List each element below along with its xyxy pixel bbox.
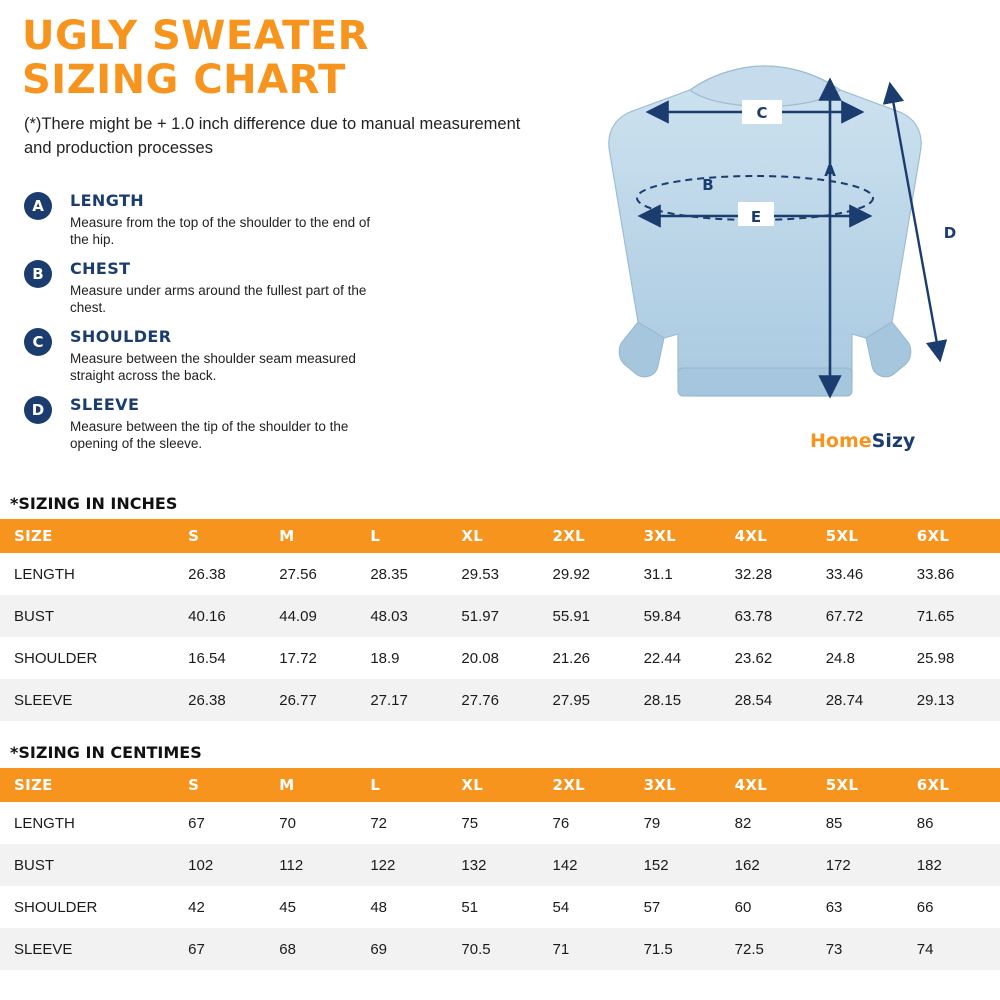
row-label-sleeve: SLEEVE bbox=[14, 691, 73, 709]
cell: 33.46 bbox=[825, 565, 864, 583]
row-label-shoulder: SHOULDER bbox=[14, 898, 98, 916]
table-row bbox=[0, 802, 1000, 844]
badge-c-icon: C bbox=[24, 328, 52, 356]
row-label-sleeve: SLEEVE bbox=[14, 940, 73, 958]
col-header-5xl: 5XL bbox=[818, 768, 909, 802]
cell: 82 bbox=[734, 814, 752, 832]
cell: 70 bbox=[279, 814, 296, 832]
sweater-diagram-svg bbox=[540, 50, 990, 470]
cell: 33.86 bbox=[916, 565, 955, 583]
table-row bbox=[0, 679, 1000, 721]
legend-item-sleeve bbox=[24, 394, 384, 452]
cell: 27.76 bbox=[461, 691, 499, 709]
row-label-bust: BUST bbox=[14, 856, 55, 874]
centimetres-table bbox=[0, 768, 1000, 970]
measurement-legend bbox=[24, 190, 384, 462]
table-row bbox=[0, 844, 1000, 886]
cell: 102 bbox=[188, 856, 214, 874]
cell: 45 bbox=[279, 898, 296, 916]
cell: 112 bbox=[279, 856, 304, 874]
legend-item-length bbox=[24, 190, 384, 248]
col-header-l: L bbox=[362, 768, 453, 802]
inches-section bbox=[0, 494, 1000, 721]
row-label-length: LENGTH bbox=[14, 565, 75, 583]
cell: 28.15 bbox=[643, 691, 682, 709]
table-header-row bbox=[0, 768, 1000, 802]
cell: 162 bbox=[734, 856, 760, 874]
cell: 22.44 bbox=[643, 649, 682, 667]
cell: 40.16 bbox=[188, 607, 226, 625]
cell: 44.09 bbox=[279, 607, 317, 625]
cell: 48 bbox=[370, 898, 388, 916]
legend-desc-sleeve: Measure between the tip of the shoulder to the opening of the sleeve. bbox=[70, 419, 349, 451]
legend-label-sleeve: SLEEVE bbox=[70, 395, 140, 414]
cell: 63.78 bbox=[734, 607, 773, 625]
cell: 28.35 bbox=[370, 565, 408, 583]
cell: 132 bbox=[461, 856, 487, 874]
table-row bbox=[0, 928, 1000, 970]
cell: 17.72 bbox=[279, 649, 317, 667]
marker-e: E bbox=[750, 208, 762, 226]
col-header-5xl: 5XL bbox=[818, 519, 909, 553]
brand-logo bbox=[810, 430, 915, 452]
cell: 74 bbox=[916, 940, 934, 958]
col-header-s: S bbox=[180, 768, 271, 802]
cell: 26.38 bbox=[188, 565, 226, 583]
cell: 85 bbox=[825, 814, 843, 832]
sweater-illustration bbox=[540, 50, 990, 470]
cell: 60 bbox=[734, 898, 752, 916]
col-header-6xl: 6XL bbox=[909, 768, 1000, 802]
marker-c: C bbox=[756, 104, 768, 122]
brand-sizy: Sizy bbox=[871, 430, 916, 452]
cell: 67 bbox=[188, 814, 205, 832]
table-row bbox=[0, 553, 1000, 595]
row-label-bust: BUST bbox=[14, 607, 55, 625]
badge-a-icon: A bbox=[24, 192, 52, 220]
table-row bbox=[0, 595, 1000, 637]
cell: 28.74 bbox=[825, 691, 864, 709]
legend-desc-shoulder: Measure between the shoulder seam measured straight across the back. bbox=[70, 351, 356, 383]
cell: 71.5 bbox=[643, 940, 673, 958]
cell: 122 bbox=[370, 856, 396, 874]
cell: 71 bbox=[552, 940, 570, 958]
row-label-length: LENGTH bbox=[14, 814, 75, 832]
cell: 79 bbox=[643, 814, 661, 832]
cell: 27.56 bbox=[279, 565, 317, 583]
cell: 66 bbox=[916, 898, 934, 916]
cell: 51 bbox=[461, 898, 479, 916]
cell: 20.08 bbox=[461, 649, 499, 667]
title-line-2: SIZING CHART bbox=[22, 57, 346, 103]
cell: 72.5 bbox=[734, 940, 764, 958]
cell: 48.03 bbox=[370, 607, 408, 625]
cell: 28.54 bbox=[734, 691, 773, 709]
cell: 69 bbox=[370, 940, 388, 958]
brand-home: Home bbox=[810, 430, 872, 452]
cell: 152 bbox=[643, 856, 669, 874]
cell: 59.84 bbox=[643, 607, 682, 625]
col-header-3xl: 3XL bbox=[636, 768, 727, 802]
col-header-2xl: 2XL bbox=[544, 519, 635, 553]
cell: 172 bbox=[825, 856, 851, 874]
marker-a: A bbox=[824, 162, 836, 180]
col-header-4xl: 4XL bbox=[727, 519, 818, 553]
inches-table bbox=[0, 519, 1000, 721]
col-header-xl: XL bbox=[453, 768, 544, 802]
cell: 57 bbox=[643, 898, 661, 916]
cell: 26.38 bbox=[188, 691, 226, 709]
col-header-xl: XL bbox=[453, 519, 544, 553]
cell: 67.72 bbox=[825, 607, 864, 625]
legend-item-chest bbox=[24, 258, 384, 316]
cell: 16.54 bbox=[188, 649, 226, 667]
col-header-m: M bbox=[271, 519, 362, 553]
legend-item-shoulder bbox=[24, 326, 384, 384]
legend-label-length: LENGTH bbox=[70, 191, 145, 210]
legend-label-chest: CHEST bbox=[70, 259, 131, 278]
cell: 21.26 bbox=[552, 649, 591, 667]
badge-d-icon: D bbox=[24, 396, 52, 424]
cell: 24.8 bbox=[825, 649, 855, 667]
cell: 70.5 bbox=[461, 940, 491, 958]
cell: 23.62 bbox=[734, 649, 773, 667]
cell: 68 bbox=[279, 940, 296, 958]
col-header-size: SIZE bbox=[0, 768, 180, 802]
cell: 86 bbox=[916, 814, 934, 832]
col-header-3xl: 3XL bbox=[636, 519, 727, 553]
col-header-4xl: 4XL bbox=[727, 768, 818, 802]
cell: 25.98 bbox=[916, 649, 955, 667]
cell: 26.77 bbox=[279, 691, 317, 709]
cell: 71.65 bbox=[916, 607, 955, 625]
cell: 55.91 bbox=[552, 607, 591, 625]
table-header-row bbox=[0, 519, 1000, 553]
measurement-disclaimer: (*)There might be + 1.0 inch difference due to manual measurement and production processes bbox=[24, 115, 521, 157]
cell: 67 bbox=[188, 940, 205, 958]
marker-b: B bbox=[702, 176, 714, 194]
legend-desc-length: Measure from the top of the shoulder to the end of the hip. bbox=[70, 215, 371, 247]
cell: 42 bbox=[188, 898, 205, 916]
row-label-shoulder: SHOULDER bbox=[14, 649, 98, 667]
col-header-m: M bbox=[271, 768, 362, 802]
cell: 73 bbox=[825, 940, 843, 958]
cell: 29.53 bbox=[461, 565, 499, 583]
col-header-6xl: 6XL bbox=[909, 519, 1000, 553]
cell: 182 bbox=[916, 856, 942, 874]
cell: 54 bbox=[552, 898, 570, 916]
col-header-size: SIZE bbox=[0, 519, 180, 553]
col-header-2xl: 2XL bbox=[544, 768, 635, 802]
cell: 32.28 bbox=[734, 565, 773, 583]
legend-label-shoulder: SHOULDER bbox=[70, 327, 172, 346]
title-line-1: UGLY SWEATER bbox=[22, 13, 369, 59]
cell: 27.95 bbox=[552, 691, 591, 709]
inches-caption: *SIZING IN INCHES bbox=[10, 494, 178, 513]
col-header-s: S bbox=[180, 519, 271, 553]
cm-caption: *SIZING IN CENTIMES bbox=[10, 743, 202, 762]
page-title bbox=[22, 14, 542, 102]
cell: 29.13 bbox=[916, 691, 955, 709]
table-row bbox=[0, 886, 1000, 928]
cell: 75 bbox=[461, 814, 479, 832]
centimetres-section bbox=[0, 743, 1000, 970]
badge-b-icon: B bbox=[24, 260, 52, 288]
marker-d: D bbox=[943, 224, 957, 242]
legend-desc-chest: Measure under arms around the fullest part of the chest. bbox=[70, 283, 367, 315]
table-row bbox=[0, 637, 1000, 679]
cell: 31.1 bbox=[643, 565, 673, 583]
cell: 76 bbox=[552, 814, 570, 832]
col-header-l: L bbox=[362, 519, 453, 553]
cell: 27.17 bbox=[370, 691, 408, 709]
cell: 29.92 bbox=[552, 565, 591, 583]
cell: 51.97 bbox=[461, 607, 499, 625]
cell: 142 bbox=[552, 856, 578, 874]
cell: 72 bbox=[370, 814, 388, 832]
cell: 63 bbox=[825, 898, 843, 916]
cell: 18.9 bbox=[370, 649, 400, 667]
